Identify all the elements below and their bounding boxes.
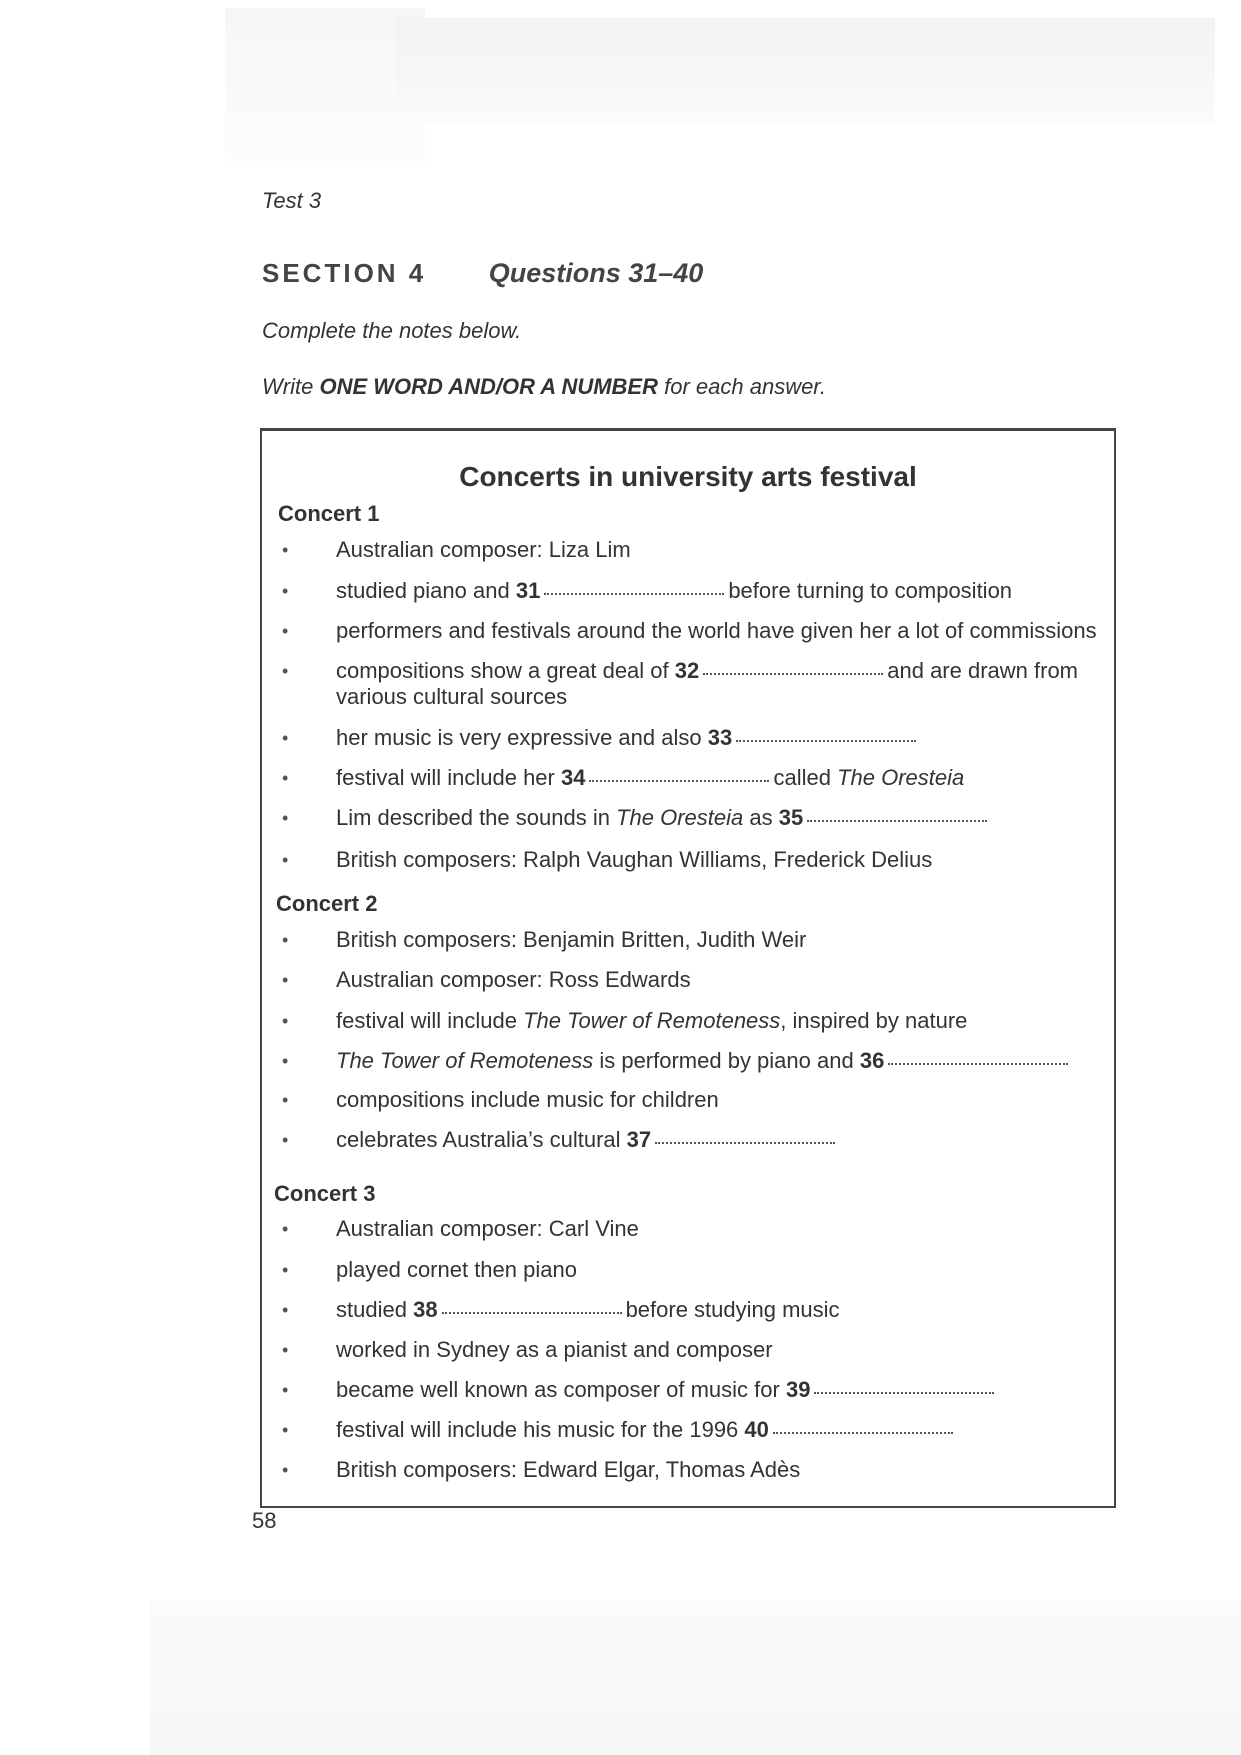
list-item: • Australian composer: Ross Edwards <box>282 967 691 992</box>
list-item: • The Tower of Remoteness is performed by piano and 36 <box>276 1048 1106 1074</box>
bullet-icon: • <box>282 808 289 828</box>
answer-blank-34[interactable] <box>589 778 769 782</box>
list-item: • compositions include music for children <box>282 1087 719 1112</box>
answer-blank-32[interactable] <box>703 671 883 675</box>
section-heading <box>262 258 703 289</box>
concert-2-heading: Concert 2 <box>276 891 378 916</box>
bullet-icon: • <box>282 1090 289 1110</box>
bullet-icon: • <box>282 1130 289 1150</box>
list-item: • British composers: Benjamin Britten, Judith Weir <box>282 927 807 952</box>
answer-blank-40[interactable] <box>773 1430 953 1434</box>
list-item: • played cornet then piano <box>282 1257 577 1282</box>
bullet-icon: • <box>282 970 289 990</box>
bullet-icon: • <box>282 1219 289 1239</box>
answer-blank-35[interactable] <box>807 818 987 822</box>
question-number: 39 <box>785 1377 811 1402</box>
list-item: • celebrates Australia’s cultural 37 <box>276 1127 1106 1153</box>
bullet-icon: • <box>282 1340 289 1360</box>
notes-title: Concerts in university arts festival <box>459 461 917 492</box>
bullet-icon: • <box>282 728 289 748</box>
concert-3-heading: Concert 3 <box>274 1181 376 1206</box>
answer-blank-39[interactable] <box>814 1390 994 1394</box>
bullet-icon: • <box>282 661 289 681</box>
list-item: • festival will include The Tower of Remoteness, inspired by nature <box>282 1008 968 1033</box>
bullet-icon: • <box>282 768 289 788</box>
bullet-icon: • <box>282 1380 289 1400</box>
list-item: • Lim described the sounds in The Oresteia as 35 <box>276 805 1106 831</box>
question-number: 36 <box>859 1048 885 1073</box>
list-item: • worked in Sydney as a pianist and composer <box>282 1337 773 1362</box>
question-number: 33 <box>707 725 733 750</box>
section-label: SECTION 4 <box>262 258 427 288</box>
list-item: • studied 38 before studying music <box>282 1297 840 1322</box>
list-item: • her music is very expressive and also 33 <box>276 725 1106 751</box>
answer-blank-33[interactable] <box>736 738 916 742</box>
list-item: • festival will include his music for the 1996 40 <box>276 1417 1106 1443</box>
notes-box <box>260 428 1116 1508</box>
bullet-icon: • <box>282 1460 289 1480</box>
answer-blank-36[interactable] <box>888 1061 1068 1065</box>
questions-label: Questions 31–40 <box>488 258 704 288</box>
bullet-icon: • <box>282 581 289 601</box>
list-item: • festival will include her 34 called The Oresteia <box>282 765 965 790</box>
list-item: • performers and festivals around the world have given her a lot of commissions <box>282 618 1097 643</box>
question-number: 34 <box>561 765 586 790</box>
question-number: 32 <box>674 658 700 683</box>
answer-blank-38[interactable] <box>442 1310 622 1314</box>
bullet-icon: • <box>282 1011 289 1031</box>
instruction-complete: Complete the notes below. <box>262 318 522 343</box>
bullet-icon: • <box>282 1420 289 1440</box>
scan-shadow <box>150 1600 1241 1755</box>
bullet-icon: • <box>282 930 289 950</box>
bullet-icon: • <box>282 1260 289 1280</box>
bullet-icon: • <box>282 1300 289 1320</box>
list-item: • Australian composer: Liza Lim <box>282 537 631 562</box>
instruction-word-limit: Write ONE WORD AND/OR A NUMBER for each answer. <box>262 374 826 399</box>
page-number: 58 <box>252 1508 277 1533</box>
list-item: • British composers: Edward Elgar, Thomas Adès <box>282 1457 801 1482</box>
list-item: • Australian composer: Carl Vine <box>282 1216 639 1241</box>
answer-blank-37[interactable] <box>655 1140 835 1144</box>
question-number: 31 <box>515 578 541 603</box>
list-item: • became well known as composer of music for 39 <box>276 1377 1106 1403</box>
question-number: 40 <box>744 1417 769 1442</box>
bullet-icon: • <box>282 850 289 870</box>
bullet-icon: • <box>282 1051 289 1071</box>
list-item: • British composers: Ralph Vaughan Williams, Frederick Delius <box>282 847 933 872</box>
scan-shadow <box>395 18 1215 123</box>
list-item: • compositions show a great deal of 32 and are drawn from various cultural sources <box>282 658 1079 709</box>
concert-1-heading: Concert 1 <box>278 501 380 526</box>
answer-blank-31[interactable] <box>544 591 724 595</box>
question-number: 35 <box>778 805 804 830</box>
question-number: 38 <box>413 1297 438 1322</box>
question-number: 37 <box>626 1127 652 1152</box>
bullet-icon: • <box>282 621 289 641</box>
bullet-icon: • <box>282 540 289 560</box>
test-label: Test 3 <box>262 188 322 213</box>
list-item: • studied piano and 31 before turning to composition <box>282 578 1013 603</box>
